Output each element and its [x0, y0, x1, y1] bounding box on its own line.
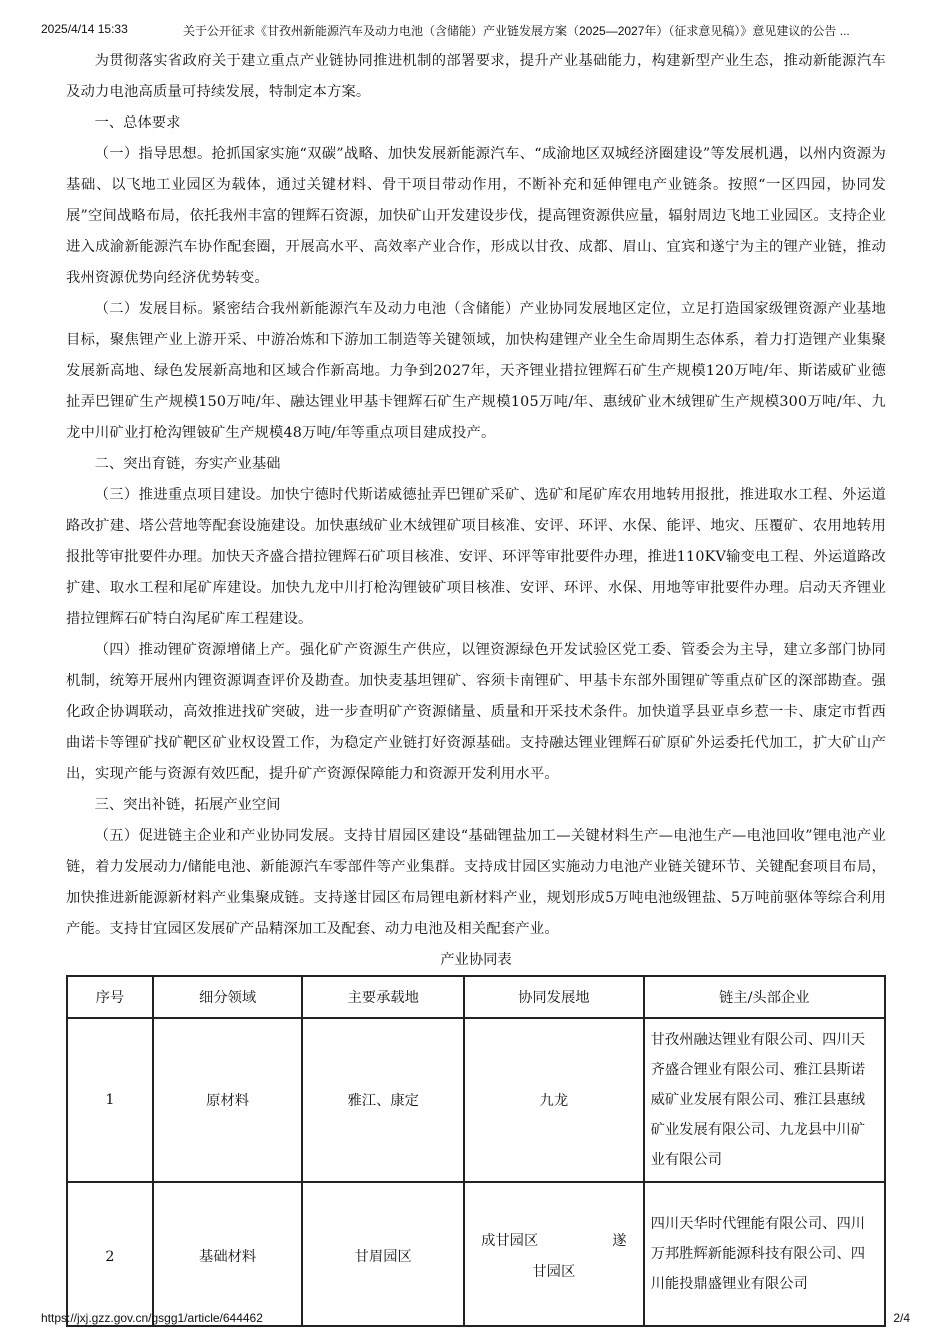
column-header: 主要承载地 [302, 976, 464, 1018]
paragraph-key-projects: （三）推进重点项目建设。加快宁德时代斯诺威德扯弄巴锂矿采矿、选矿和尾矿库农用地转用报批，推进取水工程、外运道路改扩建、塔公营地等配套设施建设。加快惠绒矿业木绒锂矿项目核准、安评、环评、水保、能评、地灾、压覆矿、农用地转用报批等审批要件办理。加快天齐盛合措拉锂辉石矿项目核准、安评、环评等审批要件办理，推进110KV输变电工程、外运道路改扩建、取水工程和尾矿库建设。加快九龙中川打枪沟锂铍矿项目核准、安评、环评、水保、用地等审批要件办理。启动天齐锂业措拉锂辉石矿特白沟尾矿库工程建设。 [66, 487, 886, 627]
cell-host: 甘眉园区 [302, 1182, 464, 1326]
coop-part: 遂 [612, 1233, 627, 1249]
print-header [0, 0, 950, 40]
table-caption: 产业协同表 [440, 952, 512, 968]
coop-part: 甘园区 [532, 1264, 576, 1280]
print-footer [0, 1305, 950, 1335]
table-row [67, 1018, 885, 1182]
column-header: 协同发展地 [464, 976, 644, 1018]
industry-coordination-table [66, 975, 886, 1327]
coop-wrap [471, 1226, 637, 1288]
column-header: 序号 [67, 976, 153, 1018]
cell-coop: 九龙 [464, 1018, 644, 1182]
paragraph-chain-leaders: （五）促进链主企业和产业协同发展。支持甘眉园区建设“基础锂盐加工—关键材料生产—电池生产—电池回收”锂电池产业链，着力发展动力/储能电池、新能源汽车零部件等产业集群。支持成甘园区实施动力电池产业链关键环节、关键配套项目布局，加快推进新能源新材料产业集聚成链。支持遂甘园区布局锂电新材料产业，规划形成5万吨电池级锂盐、5万吨前驱体等综合利用产能。支持甘宜园区发展矿产品精深加工及配套、动力电池及相关配套产业。 [66, 828, 886, 937]
table-header-row [67, 976, 885, 1018]
paragraph-lithium-reserves: （四）推动锂矿资源增储上产。强化矿产资源生产供应，以锂资源绿色开发试验区党工委、管委会为主导，建立多部门协同机制，统筹开展州内锂资源调查评价及勘查。加快麦基坦锂矿、容须卡南锂矿、甲基卡东部外围锂矿等重点矿区的深部勘查。强化政企协调联动，高效推进找矿突破，进一步查明矿产资源储量、质量和开采技术条件。加快道孚县亚卓乡惹一卡、康定市哲西曲诺卡等锂矿找矿靶区矿业权设置工作，为稳定产业链打好资源基础。支持融达锂业锂辉石矿原矿外运委托代加工，扩大矿山产出，实现产能与资源有效匹配，提升矿产资源保障能力和资源开发利用水平。 [66, 642, 886, 782]
print-url: https://jxj.gzz.gov.cn/gsgg1/article/644462 [41, 1311, 263, 1325]
section-heading-2: 二、突出育链，夯实产业基础 [94, 456, 281, 472]
coop-part: 成甘园区 [481, 1233, 539, 1249]
paragraph-guiding-ideology: （一）指导思想。抢抓国家实施“双碳”战略、加快发展新能源汽车、“成渝地区双城经济圈建设”等发展机遇，以州内资源为基础、以飞地工业园区为载体，通过关键材料、骨干项目带动作用，不断补充和延伸锂电产业链条。按照“一区四园，协同发展”空间战略布局，依托我州丰富的锂辉石资源，加快矿山开发建设步伐，提高锂资源供应量，辐射周边飞地工业园区。支持企业进入成渝新能源汽车协作配套圈，开展高水平、高效率产业合作，形成以甘孜、成都、眉山、宜宾和遂宁为主的锂产业链，推动我州资源优势向经济优势转变。 [66, 146, 886, 286]
print-page-title: 关于公开征求《甘孜州新能源汽车及动力电池（含储能）产业链发展方案（2025—2027年）（征求意见稿）》意见建议的公告 ... [183, 24, 850, 38]
print-datetime: 2025/4/14 15:33 [41, 22, 128, 36]
cell-field: 基础材料 [153, 1182, 303, 1326]
cell-number: 2 [67, 1182, 153, 1326]
page-number: 2/4 [893, 1311, 910, 1325]
article-body [66, 46, 886, 975]
paragraph-development-goals: （二）发展目标。紧密结合我州新能源汽车及动力电池（含储能）产业协同发展地区定位，立足打造国家级锂资源产业基地目标，聚焦锂产业上游开采、中游冶炼和下游加工制造等关键领域，加快构建锂产业全生命周期生态体系，着力打造锂产业集聚发展新高地、绿色发展新高地和区域合作新高地。力争到2027年，天齐锂业措拉锂辉石矿生产规模120万吨/年、斯诺威矿业德扯弄巴锂矿生产规模150万吨/年、融达锂业甲基卡锂辉石矿生产规模105万吨/年、惠绒矿业木绒锂矿生产规模300万吨/年、九龙中川矿业打枪沟锂铍矿生产规模48万吨/年等重点项目建成投产。 [66, 301, 886, 441]
cell-field: 原材料 [153, 1018, 303, 1182]
section-heading-1: 一、总体要求 [94, 115, 181, 131]
cell-host: 雅江、康定 [302, 1018, 464, 1182]
column-header: 细分领域 [153, 976, 303, 1018]
cell-enterprise: 甘孜州融达锂业有限公司、四川天齐盛合锂业有限公司、雅江县斯诺威矿业发展有限公司、雅江县惠绒矿业发展有限公司、九龙县中川矿业有限公司 [644, 1018, 885, 1182]
section-heading-3: 三、突出补链，拓展产业空间 [94, 797, 281, 813]
intro-paragraph: 为贯彻落实省政府关于建立重点产业链协同推进机制的部署要求，提升产业基础能力，构建新型产业生态，推动新能源汽车及动力电池高质量可持续发展，特制定本方案。 [66, 53, 886, 100]
cell-number: 1 [67, 1018, 153, 1182]
cell-enterprise: 四川天华时代锂能有限公司、四川万邦胜辉新能源科技有限公司、四川能投鼎盛锂业有限公司 [644, 1182, 885, 1326]
column-header: 链主/头部企业 [644, 976, 885, 1018]
